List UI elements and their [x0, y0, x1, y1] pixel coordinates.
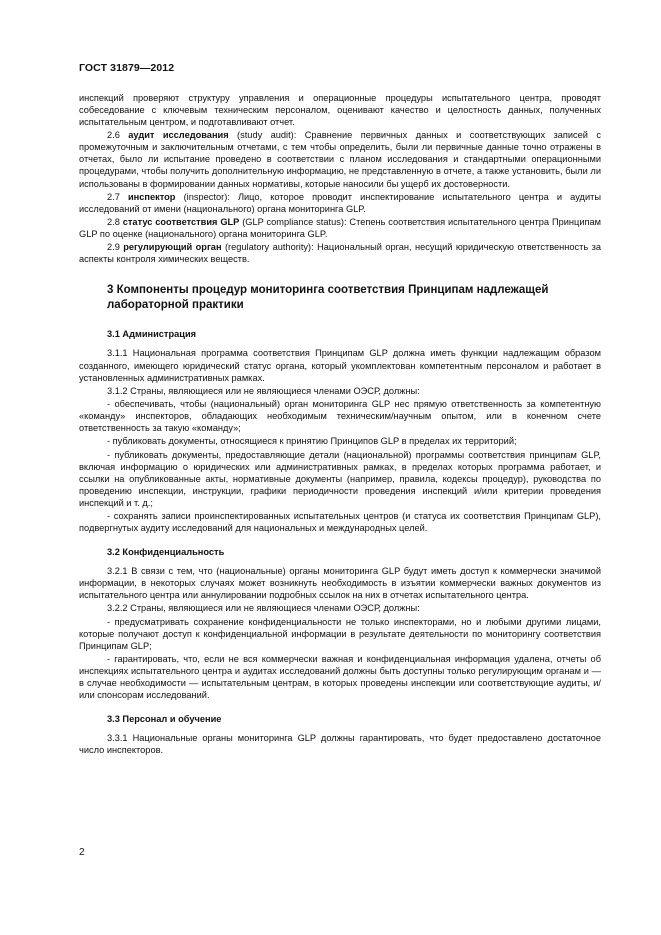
document-body: [79, 92, 601, 758]
subsection-3-3-heading: 3.3 Персонал и обучение: [107, 714, 222, 725]
definition-text: (study audit): Сравнение первичных данных и соответствующих записей с промежуточным и заключительным отчетами, с тем чтобы определить, были ли первичные данные точно отражены в отчетах, было ли испытание проведено в соответствии с планом исследования и стандартными операционными процедурами, чтобы получить дополнительную информацию, не представленную в отчете, а также установить, были ли использованы в формировании данных нормативы, которые наносили бы ущерб их достоверности.: [79, 130, 602, 189]
term: инспектор: [127, 191, 176, 202]
paragraph-3-2-1: 3.2.1 В связи с тем, что (национальные) органы мониторинга GLP будут иметь доступ к коммерчески значимой информации, в некоторых случаях может возникнуть необходимость в изъятии коммерчески важных документов из испытательного центра или аннулировании подробных ссылок на них в отчетах испытательного центра.: [79, 566, 601, 601]
definition-2-9: [79, 241, 601, 265]
definition-text: (inspector): Лицо, которое проводит инспектирование испытательного центра и аудиты исследований от имени (национального) органа мониторинга GLP.: [79, 191, 601, 214]
section-3-title: 3 Компоненты процедур мониторинга соответствия Принципам надлежащей лабораторной практики: [107, 284, 549, 312]
paragraph-3-2-2: 3.2.2 Страны, являющиеся или не являющиеся членами ОЭСР, должны:: [107, 603, 420, 614]
page-number: 2: [79, 847, 85, 858]
list-item: - публиковать документы, предоставляющие детали (национальной) программы соответствия принципам GLP, включая информацию о юридических или административных рамках, в пределах которых программа работает, и ссылки на опубликованные акты, нормативные документы (например, правила, кодексы процедур), руководства по проведению инспекции, инструкции, графики периодичности проведения инспекций и/или критерии проведения инспекций и т. д.;: [79, 449, 601, 508]
list-item: - сохранять записи проинспектированных испытательных центров (и статуса их соответствия Принципам GLP), подвергнутых аудиту исследований для национальных и международных целей.: [79, 511, 601, 534]
list-item: - гарантировать, что, если не вся коммерчески важная и конфиденциальная информация удалена, отчеты об инспекциях испытательного центра и аудитах исследований должны быть доступны только регулирующим органам и — в случае необходимости — испытательным центрам, в которых проведены инспекции или соответствующие аудиты, и/или спонсорам исследований.: [79, 654, 601, 701]
document-code: ГОСТ 31879—2012: [79, 62, 175, 74]
paragraph-3-3-1: 3.3.1 Национальные органы мониторинга GLP должны гарантировать, что будет предоставлено достаточное число инспекторов.: [79, 733, 601, 756]
subsection-3-1-heading: 3.1 Администрация: [107, 329, 197, 340]
list-item: - обеспечивать, чтобы (национальный) орган мониторинга GLP нес прямую ответственность за компетентную «команду» инспекторов, обладающих необходимым техническим/научным опытом, или в конечном счете ответственность за такую «команду»;: [79, 399, 601, 434]
list-item: - предусматривать сохранение конфиденциальности не только инспекторами, но и любыми другими лицами, которые получают доступ к конфиденциальной информации в результате деятельности по мониторингу соответствия Принципам GLP;: [79, 616, 601, 651]
term: статус соответствия GLP: [122, 217, 240, 228]
definition-2-6: [79, 129, 601, 189]
definition-2-8: [79, 216, 601, 240]
paragraph-3-1-2: 3.1.2 Страны, являющиеся или не являющиеся членами ОЭСР, должны:: [107, 385, 420, 396]
term: регулирующий орган: [123, 242, 222, 253]
paragraph-3-1-1: 3.1.1 Национальная программа соответствия Принципам GLP должна иметь функции надлежащим образом созданного, имеющего юридический статус органа, который укомплектован компетентным персоналом и работает в установленных административных рамках.: [79, 348, 601, 383]
clause-number: 2.7: [107, 191, 120, 202]
clause-number: 2.8: [107, 217, 120, 228]
definition-text: (GLP compliance status): Степень соответствия испытательного центра Принципам GLP по оценке (национального) органа мониторинга GLP.: [79, 217, 602, 240]
list-item: - публиковать документы, относящиеся к принятию Принципов GLP в пределах их территорий;: [107, 436, 517, 447]
clause-number: 2.9: [107, 242, 120, 253]
clause-number: 2.6: [107, 130, 120, 141]
definition-2-7: [79, 191, 601, 215]
definition-text: (regulatory authority): Национальный орган, несущий юридическую ответственность за аспекты контроля химических веществ.: [79, 242, 601, 265]
subsection-3-2-heading: 3.2 Конфиденциальность: [107, 547, 225, 558]
term: аудит исследования: [128, 130, 229, 141]
paragraph-continuation: инспекций проверяют структуру управления и операционные процедуры испытательного центра, проводят собеседование с ключевым техническим персоналом, оценивают качество и целостность данных, полученных испытательным центром, и подготавливают отчет.: [79, 93, 601, 128]
